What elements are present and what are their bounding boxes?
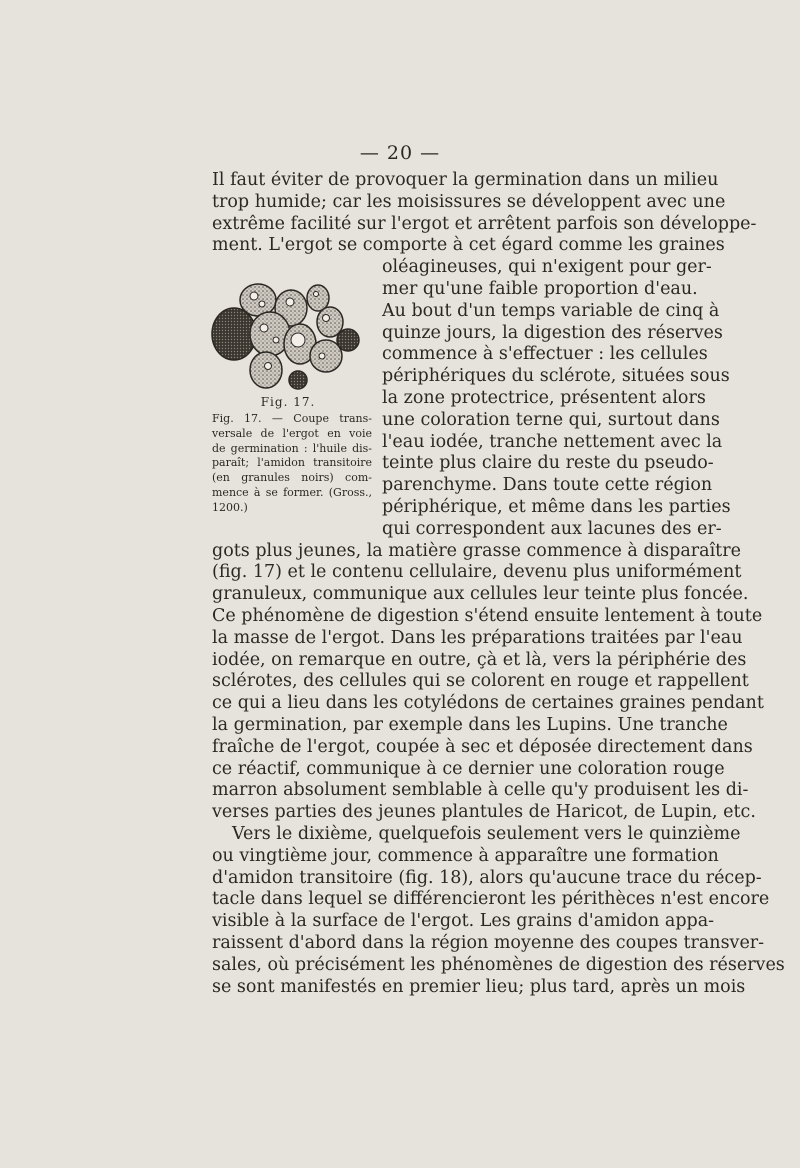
text-line: teinte plus claire du reste du pseudo- <box>382 453 714 474</box>
caption-line: (en granules noirs) com- <box>212 471 372 485</box>
text-line: sales, où précisément les phénomènes de digestion des réserves <box>212 954 785 975</box>
text-line: mer qu'une faible proportion d'eau. <box>382 279 698 299</box>
caption-line: Fig. 17. — Coupe trans- <box>212 412 372 425</box>
oil-droplet <box>259 301 265 307</box>
caption-line: de germination : l'huile dis- <box>212 441 372 455</box>
caption-line: mence à se former. (Gross., <box>212 485 372 499</box>
text-line: trop humide; car les moisissures se développent avec une <box>212 191 726 212</box>
text-line: quinze jours, la digestion des réserves <box>382 322 723 343</box>
text-line: granuleux, communique aux cellules leur teinte plus foncée. <box>212 584 749 605</box>
text-line: iodée, on remarque en outre, çà et là, vers la périphérie des <box>212 649 747 670</box>
text-line: tacle dans lequel se différencieront les périthèces n'est encore <box>212 889 770 910</box>
text-line: (fig. 17) et le contenu cellulaire, devenu plus uniformément <box>212 562 742 583</box>
oil-droplet <box>250 292 258 300</box>
oil-droplet <box>273 337 279 343</box>
text-line: ou vingtième jour, commence à apparaître une formation <box>212 845 719 866</box>
text-line: la masse de l'ergot. Dans les préparations traitées par l'eau <box>212 627 743 648</box>
text-line: commence à s'effectuer : les cellules <box>382 344 708 365</box>
oil-droplet <box>314 292 319 297</box>
text-line: parenchyme. Dans toute cette région <box>382 475 713 496</box>
oil-droplet <box>260 324 268 332</box>
text-line: la germination, par exemple dans les Lupins. Une tranche <box>212 715 728 735</box>
text-line: d'amidon transitoire (fig. 18), alors qu'aucune trace du récep- <box>212 867 762 888</box>
oil-droplet <box>291 333 305 347</box>
text-line: Vers le dixième, quelquefois seulement vers le quinzième <box>232 824 741 844</box>
cell <box>289 371 307 389</box>
text-line: marron absolument semblable à celle qu'y produisent les di- <box>212 780 749 801</box>
text-line: Au bout d'un temps variable de cinq à <box>382 300 720 321</box>
caption-line: 1200.) <box>212 500 248 514</box>
caption-line: versale de l'ergot en voie <box>212 426 372 440</box>
text-line: se sont manifestés en premier lieu; plus tard, après un mois <box>212 976 746 997</box>
oil-droplet <box>319 353 325 359</box>
text-line: gots plus jeunes, la matière grasse commence à disparaître <box>212 540 741 561</box>
text-line: extrême facilité sur l'ergot et arrêtent parfois son développe- <box>212 213 757 234</box>
oil-droplet <box>265 363 272 370</box>
text-line: Ce phénomène de digestion s'étend ensuite lentement à toute <box>212 606 763 626</box>
cell <box>310 340 342 372</box>
figure-17-illustration <box>206 278 366 400</box>
page-number: — 20 — <box>359 142 441 164</box>
figure-title: Fig. 17. <box>260 395 316 409</box>
text-line: fraîche de l'ergot, coupée à sec et déposée directement dans <box>212 736 753 757</box>
text-line: l'eau iodée, tranche nettement avec la <box>382 431 723 452</box>
text-line: sclérotes, des cellules qui se colorent en rouge et rappellent <box>212 671 749 692</box>
text-line: une coloration terne qui, surtout dans <box>382 409 720 430</box>
text-line: périphérique, et même dans les parties <box>382 497 731 517</box>
text-line: Il faut éviter de provoquer la germination dans un milieu <box>212 170 719 190</box>
cell-cross-section-drawing <box>206 278 366 400</box>
oil-droplet <box>323 315 330 322</box>
text-line: périphériques du sclérote, situées sous <box>382 366 730 387</box>
oil-droplet <box>286 298 294 306</box>
text-line: la zone protectrice, présentent alors <box>382 388 706 408</box>
caption-line: paraît; l'amidon transitoire <box>212 456 372 470</box>
text-line: verses parties des jeunes plantules de Haricot, de Lupin, etc. <box>212 802 756 823</box>
text-line: raissent d'abord dans la région moyenne des coupes transver- <box>212 933 765 953</box>
text-line: ce réactif, communique à ce dernier une coloration rouge <box>212 758 725 779</box>
text-line: ce qui a lieu dans les cotylédons de certaines graines pendant <box>212 693 764 714</box>
text-line: qui correspondent aux lacunes des er- <box>382 518 722 539</box>
cell <box>250 352 282 388</box>
figure-caption <box>212 412 372 516</box>
text-line: oléagineuses, qui n'exigent pour ger- <box>382 257 712 278</box>
text-line: ment. L'ergot se comporte à cet égard comme les graines <box>212 235 725 256</box>
text-line: visible à la surface de l'ergot. Les grains d'amidon appa- <box>212 911 715 932</box>
